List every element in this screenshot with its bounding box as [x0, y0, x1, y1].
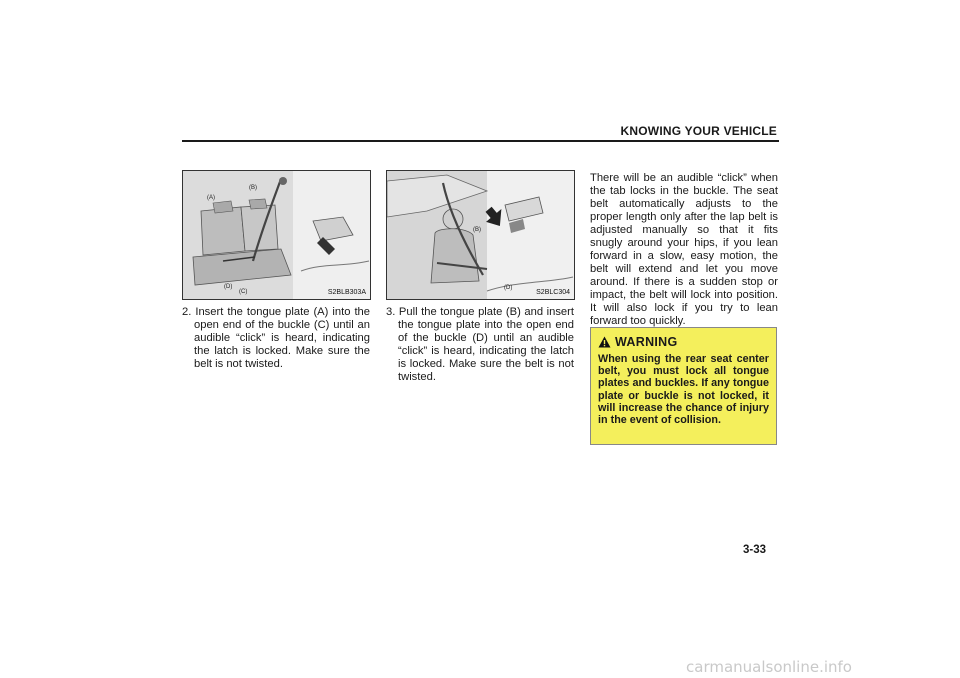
figure-fasten-belt	[386, 170, 575, 300]
label-b: (B)	[473, 227, 481, 233]
header-rule	[182, 140, 779, 142]
right-paragraph: There will be an audible “click” when the tab locks in the buckle. The seat belt automatically adjusts to the proper length only after the lap belt is adjusted manually so that it fits snugly around your hips, if you lean forward in a slow, easy motion, the belt will extend and let you move around. If there is a sudden stop or impact, the belt will lock into position. It will also lock if you try to lean forward too quickly.	[590, 172, 778, 327]
warning-triangle-icon	[598, 336, 611, 348]
warning-body: When using the rear seat center belt, you must lock all tongue plates and buckles. If any tongue plate or buckle is not locked, it will increase the chance of injury in the event of collision.	[598, 353, 769, 427]
label-b: (B)	[249, 185, 257, 191]
figure-code: S2BLC304	[536, 289, 570, 296]
page-number: 3-33	[743, 544, 767, 556]
label-c: (C)	[239, 289, 248, 295]
step-2-text: 2. Insert the tongue plate (A) into the open end of the buckle (C) until an audible “click” is heard, indicating the latch is locked. Make sure the belt is not twisted.	[182, 306, 370, 370]
label-d: (D)	[504, 285, 513, 291]
fasten-belt-illustration	[387, 171, 574, 299]
step-3-text: 3. Pull the tongue plate (B) and insert the tongue plate into the open end of the buckle (D) until an audible “click” is heard, indicating the latch is locked. Make sure the belt is not twisted.	[386, 306, 574, 383]
warning-box	[590, 327, 777, 445]
rear-seat-illustration	[183, 171, 370, 299]
warning-title: WARNING	[615, 335, 678, 349]
label-d: (D)	[224, 284, 233, 290]
section-title: KNOWING YOUR VEHICLE	[620, 124, 777, 138]
figure-code: S2BLB303A	[327, 289, 366, 296]
watermark: carmanualsonline.info	[686, 658, 852, 676]
warning-header	[598, 335, 769, 349]
figure-rear-seat-belts	[182, 170, 371, 300]
label-a: (A)	[207, 195, 215, 201]
